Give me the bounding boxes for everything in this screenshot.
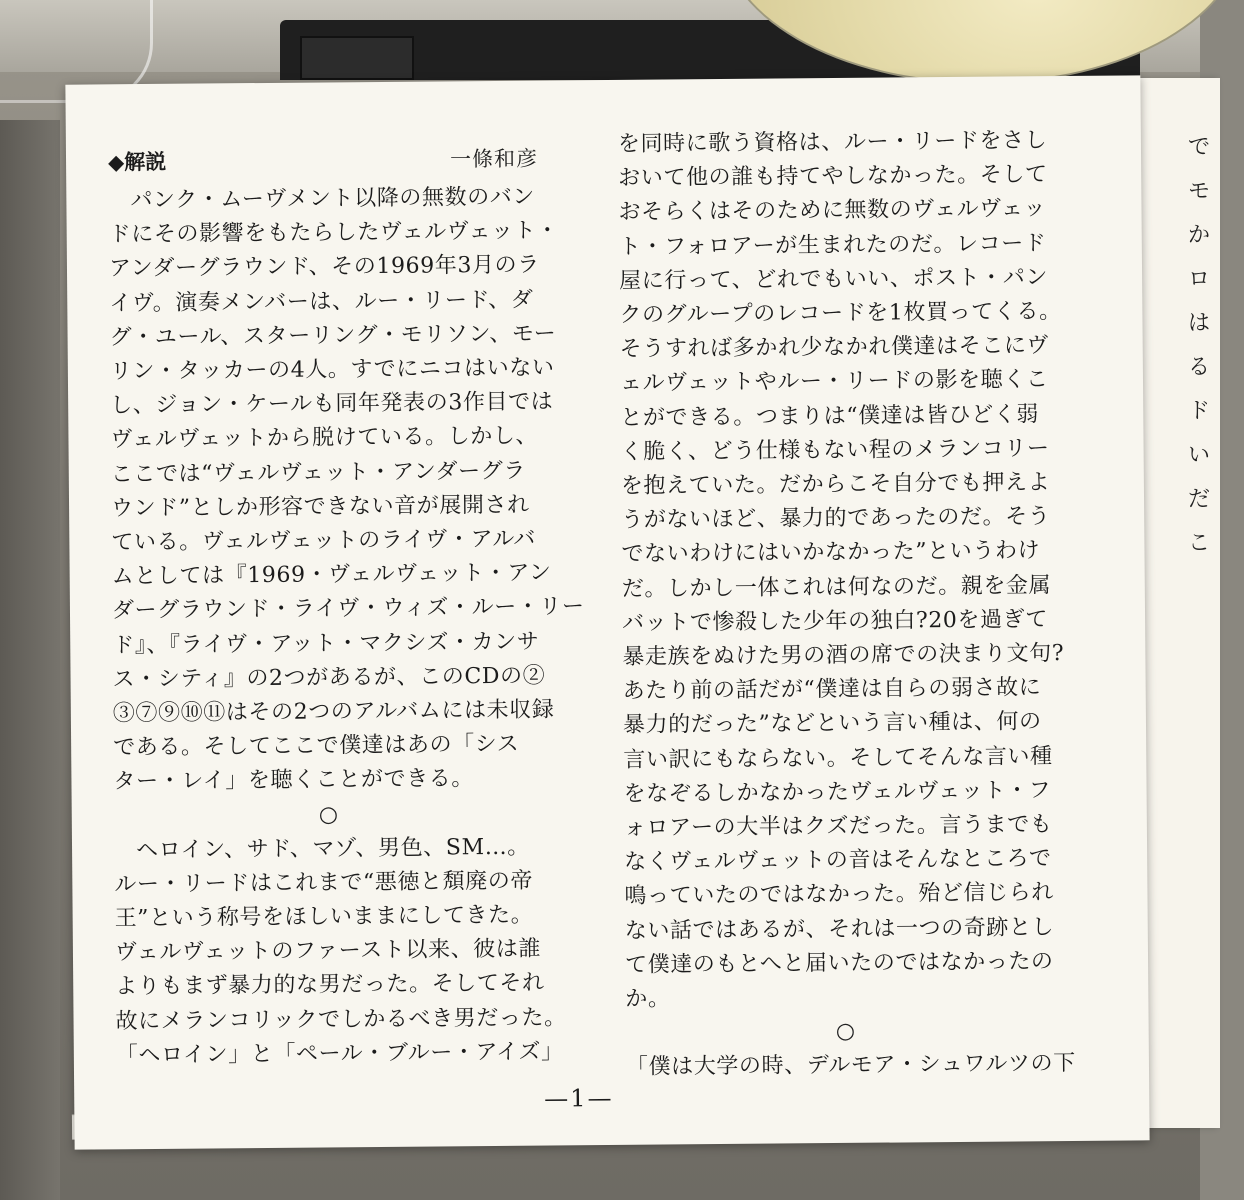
text-line: し、ジョン・ケールも同年発表の3作目では: [110, 389, 554, 419]
text-line: を抱えていた。だからこそ自分でも押えよ: [620, 470, 1051, 499]
section-separator: ○: [835, 1019, 856, 1045]
left-paragraph-1: [108, 181, 585, 800]
text-line: ェルヴェットやルー・リードの影を聴くこ: [619, 367, 1049, 397]
text-line: ヴェルヴェットから脱けている。しかし、: [110, 424, 539, 453]
text-line: 故にメランコリックでしかるべき男だった。: [115, 1005, 567, 1034]
next-page-glyph: モ: [1188, 179, 1211, 204]
text-line: を同時に歌う資格は、ルー・リードをさし: [617, 128, 1048, 157]
next-page-glyph: か: [1188, 223, 1211, 248]
next-page-text: [1188, 126, 1218, 566]
next-page-glyph: い: [1188, 443, 1211, 468]
text-line: 「ヘロイン」と「ペール・ブルー・アイズ」: [115, 1039, 564, 1069]
text-line: アンダーグラウンド、その1969年3月のラ: [108, 252, 540, 282]
section-title: ◆解説: [107, 148, 167, 175]
text-line: リン・タッカーの4人。すでにニコはいない: [109, 355, 555, 385]
next-page-glyph: る: [1188, 355, 1211, 380]
text-line: クのグループのレコードを1枚買ってくる。: [619, 299, 1062, 328]
text-line: ルー・リードはこれまで“悪徳と頽廃の帝: [114, 868, 534, 898]
text-line: イヴ。演奏メンバーは、ルー・リード、ダ: [109, 287, 534, 316]
text-line: だ。しかし一体これは何なのだ。親を金属: [621, 572, 1052, 602]
text-line: そうすれば多かれ少なかれ僕達はそこにヴ: [619, 333, 1050, 363]
text-line: く脆く、どう仕様もない程のメランコリー: [620, 435, 1050, 465]
text-line: グ・ユール、スターリング・モリソン、モー: [109, 321, 557, 351]
text-line: ダーグラウンド・ライヴ・ウィズ・ルー・リー: [111, 594, 585, 624]
text-line: なくヴェルヴェットの音はそんなところで: [624, 846, 1052, 876]
text-line: ド』、『ライヴ・アット・マクシズ・カンサ: [112, 629, 540, 658]
left-column: [108, 181, 585, 1074]
text-line: ト・フォロアーが生まれたのだ。レコード: [618, 230, 1047, 260]
text-line: ③⑦⑨⑩⑪はその2つのアルバムには未収録: [112, 697, 555, 727]
text-line: おいて他の誰も持てやしなかった。そして: [618, 162, 1048, 192]
text-line: ている。ヴェルヴェットのライヴ・アルバ: [111, 526, 537, 556]
text-line: よりもまず暴力的な男だった。そしてそれ: [115, 971, 545, 1000]
text-line: 鳴っていたのではなかった。殆ど信じられ: [624, 880, 1054, 910]
tray-clip: [300, 36, 414, 80]
text-line: 暴走族をぬけた男の酒の席での決まり文句?: [622, 641, 1065, 670]
text-line: である。そしてここで僕達はあの「シス: [113, 732, 520, 761]
text-line: 暴力的だった”などという言い種は、何の: [622, 709, 1042, 739]
text-line: バットで惨殺した少年の独白?20を過ぎて: [621, 607, 1048, 636]
right-column: [617, 124, 1076, 1085]
text-line: ウンド”としか形容できない音が展開され: [110, 492, 530, 522]
text-line: ない話ではあるが、それは一つの奇跡とし: [624, 914, 1055, 944]
text-line: 言い訳にもならない。そしてそんな言い種: [623, 743, 1053, 773]
text-line: ドにその影響をもたらしたヴェルヴェット・: [108, 218, 560, 248]
header-row: [108, 143, 538, 181]
text-line: 王”という称号をほしいままにしてきた。: [114, 902, 534, 932]
next-page-glyph: で: [1188, 135, 1211, 160]
text-line: か。: [625, 986, 671, 1012]
left-paragraph-2: [114, 830, 567, 1073]
text-line: とができる。つまりは“僕達は皆ひどく弱: [620, 401, 1040, 431]
text-line: 屋に行って、どれでもいい、ポスト・パン: [619, 264, 1049, 294]
text-line: ここでは“ヴェルヴェット・アンダーグラ: [110, 458, 527, 487]
next-page-glyph: は: [1188, 311, 1211, 336]
text-line: おそらくはそのために無数のヴェルヴェッ: [618, 196, 1047, 226]
liner-notes-booklet: [65, 75, 1149, 1149]
text-line: ター・レイ」を聴くことができる。: [113, 766, 475, 795]
text-line: あたり前の話だが“僕達は自らの弱さ故に: [622, 675, 1042, 705]
text-line: でないわけにはいかなかった”というわけ: [621, 538, 1041, 568]
text-line: うがないほど、暴力的であったのだ。そう: [621, 504, 1051, 534]
case-left-edge: [0, 120, 60, 1200]
right-paragraph-1: [618, 124, 1066, 1017]
next-page-glyph: ロ: [1188, 267, 1211, 292]
author-name: 一條和彦: [449, 146, 539, 172]
right-paragraph-2: [625, 1047, 1076, 1085]
text-line: 「僕は大学の時、デルモア・シュワルツの下: [625, 1051, 1076, 1081]
text-line: をなぞるしかなかったヴェルヴェット・フ: [623, 777, 1052, 807]
next-page-glyph: だ: [1188, 487, 1211, 512]
text-line: ス・シティ』の2つがあるが、このCDの②: [112, 663, 546, 693]
text-line: ォロアーの大半はクズだった。言うまでも: [623, 812, 1053, 841]
text-line: ムとしては『1969・ヴェルヴェット・アン: [111, 560, 552, 590]
text-line: ヴェルヴェットのファースト以来、彼は誰: [114, 936, 542, 966]
section-separator: ○: [318, 802, 339, 828]
next-page-glyph: こ: [1188, 531, 1211, 556]
next-page-glyph: ド: [1188, 399, 1211, 424]
text-line: て僕達のもとへと届いたのではなかったの: [624, 948, 1054, 978]
page-number: —1—: [544, 1083, 614, 1113]
text-line: パンク・ムーヴメント以降の無数のバン: [130, 184, 536, 214]
text-line: ヘロイン、サド、マゾ、男色、SM…。: [135, 834, 530, 863]
